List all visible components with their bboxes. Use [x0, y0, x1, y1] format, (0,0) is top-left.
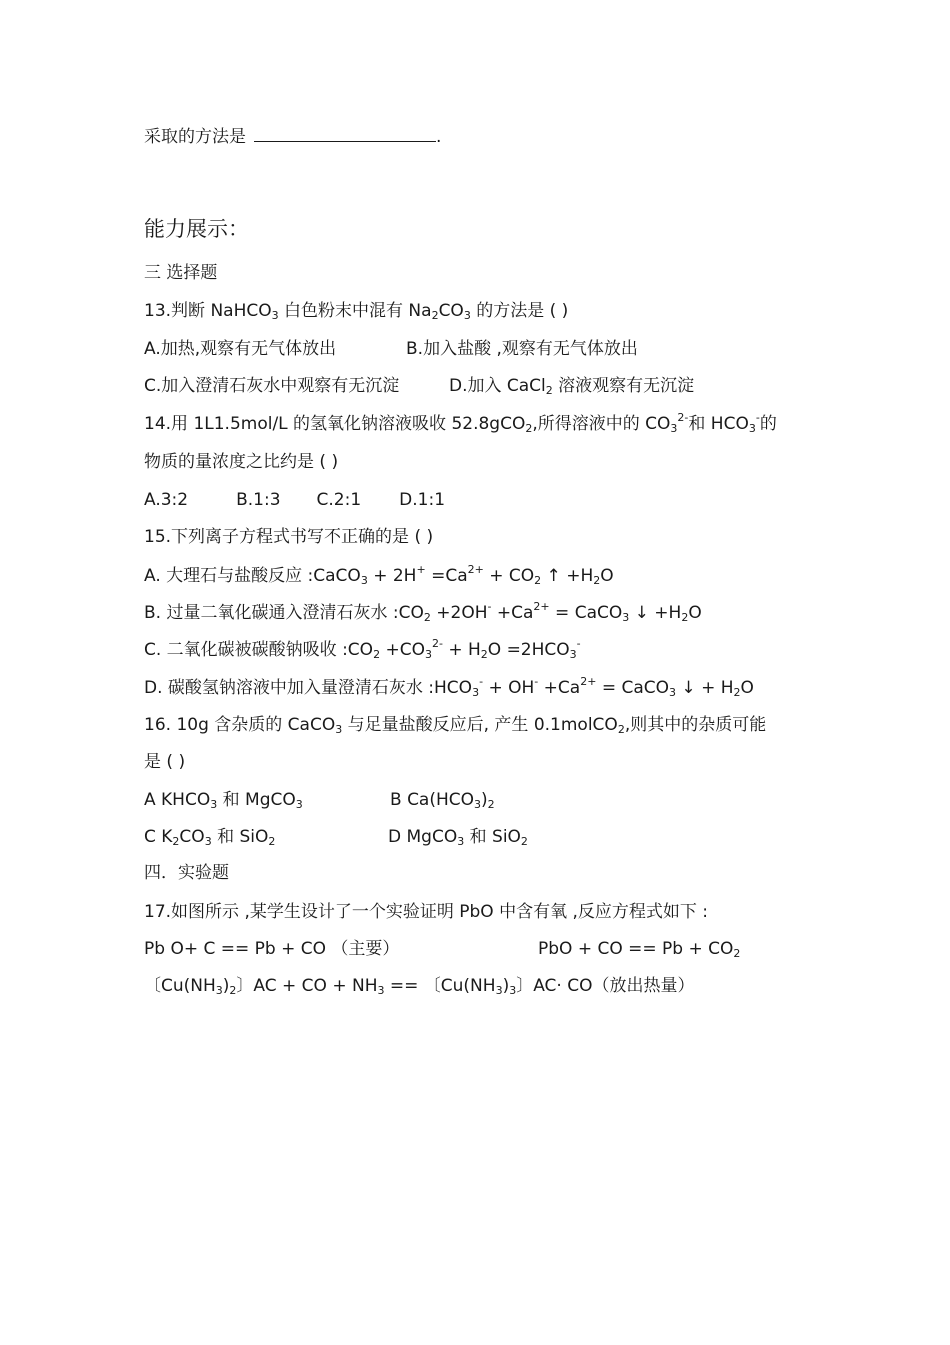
q13-option-d: D.加入 CaCl$_2$ 溶液观察有无沉淀 [449, 376, 695, 397]
q13-option-c: C.加入澄清石灰水中观察有无沉淀 [144, 376, 400, 396]
intro-line: 采取的方法是 . [144, 127, 442, 147]
question-15: 15.下列离子方程式书写不正确的是 ( ) [144, 527, 434, 547]
q15-option-d: D. 碳酸氢钠溶液中加入量澄清石灰水 $:HCO_3^- + OH^- +Ca^{2+}$ = CaCO$_3$ ↓ + $H_2O$ [144, 675, 754, 699]
q13-option-b: B.加入盐酸 ,观察有无气体放出 [406, 339, 638, 359]
q17-equation-2: PbO + CO == $Pb + CO_2$ [538, 939, 741, 960]
q16-option-b: B $Ca(HCO_3)_2$ [390, 790, 495, 811]
q16-option-c: C $K_2CO_3$ 和 SiO$_2$ [144, 827, 276, 848]
q14-options [144, 489, 445, 511]
question-16-line2: 是 ( ) [144, 752, 186, 772]
question-14-line1: 14.用 1L1.5mol/L 的氢氧化钠溶液吸收 52.8gCO$_2$,所得溶液中的 $CO_3^{2-}$和 $HCO_3^-$的 [144, 411, 777, 435]
question-14-line2: 物质的量浓度之比约是 ( ) [144, 452, 339, 472]
q14-option-b: B.1:3 [236, 490, 281, 510]
question-17: 17.如图所示 ,某学生设计了一个实验证明 PbO 中含有氧 ,反应方程式如下 : [144, 902, 709, 922]
q13-option-a: A.加热,观察有无气体放出 [144, 339, 337, 359]
q15-option-c: C. 二氧化碳被碳酸钠吸收 $:CO_2 +CO_3^{2-} + H_2O =2HCO_3^-$ [144, 637, 581, 661]
experiment-section-title: 四．实验题 [144, 863, 229, 883]
section-heading: 能力展示： [144, 217, 249, 241]
question-16-line1: 16. 10g 含杂质的 CaCO$_3$ 与足量盐酸反应后, 产生 0.1molCO$_2$,则其中的杂质可能 [144, 715, 767, 736]
answer-blank[interactable] [254, 125, 436, 142]
question-13: 13.判断 NaHCO$_3$ 白色粉末中混有 $Na_2CO_3$ 的方法是 ( ) [144, 301, 569, 322]
q14-option-a: A.3:2 [144, 490, 189, 510]
q16-option-d: D MgCO$_3$ 和 SiO$_2$ [388, 827, 528, 848]
q14-option-d: D.1:1 [399, 490, 446, 510]
q15-option-a: A. 大理石与盐酸反应 :CaCO$_3$ + $2H^+ =Ca^{2+} + CO_2$ ↑ $+H_2O$ [144, 563, 614, 587]
q14-option-c: C.2:1 [316, 490, 362, 510]
q17-equation-1: Pb O+ C == Pb + CO （主要） [144, 939, 400, 959]
choice-section-title: 三 选择题 [144, 263, 218, 283]
q15-option-b: B. 过量二氧化碳通入澄清石灰水 $:CO_2 +2OH^- +Ca^{2+}$ = CaCO$_3$ ↓ $+H_2O$ [144, 600, 702, 624]
q17-equation-3: 〔$Cu(NH_3)_2$〕AC + CO + $NH_3$ == 〔$Cu(NH_3)_3$〕AC· CO（放出热量） [144, 976, 695, 997]
q16-option-a: A $KHCO_3$ 和 MgCO$_3$ [144, 790, 303, 811]
